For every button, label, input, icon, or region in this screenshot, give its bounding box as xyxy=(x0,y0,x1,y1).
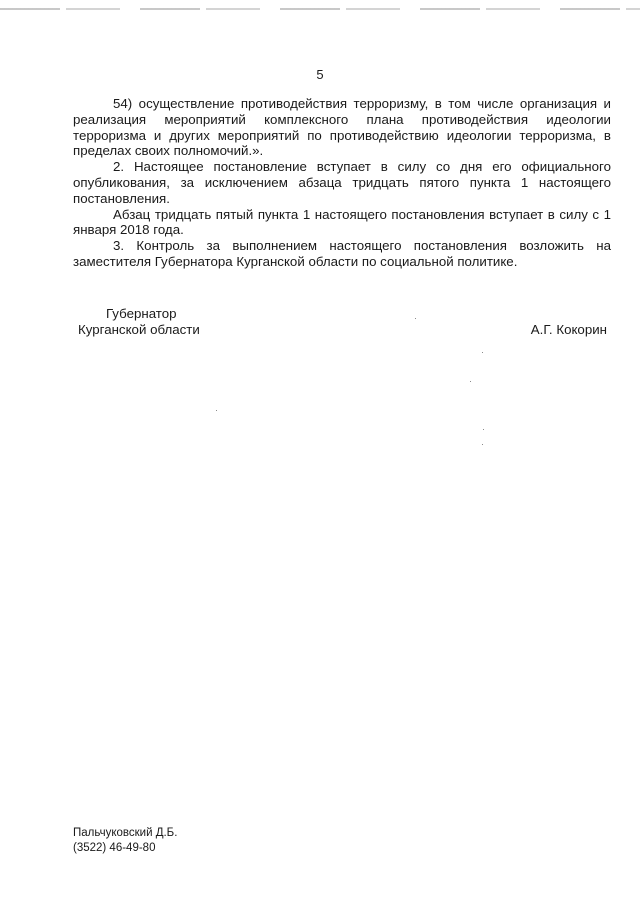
paragraph-clause-2: 2. Настоящее постановление вступает в силу со дня его официального опубликования, за исключением абзаца тридцать пятого пункта 1 настоящего постановления. xyxy=(73,159,611,206)
executor-name: Пальчуковский Д.Б. xyxy=(73,827,178,839)
scan-artifact-line xyxy=(0,8,640,10)
executor-phone: (3522) 46-49-80 xyxy=(73,842,156,854)
executor-info xyxy=(73,826,177,856)
signatory-title xyxy=(78,306,278,338)
paragraph-clause-2-abzac: Абзац тридцать пятый пункта 1 настоящего постановления вступает в силу с 1 января 2018 года. xyxy=(73,206,611,238)
paragraph-item-54: 54) осуществление противодействия терроризму, в том числе организация и реализация мероприятий комплексного плана противодействия идеологии терроризма и других мероприятий по противодействию идеологии терроризма, в пределах своих полномочий.». xyxy=(73,96,611,159)
page-number: 5 xyxy=(316,67,324,82)
document-body xyxy=(73,96,611,270)
signatory-name: А.Г. Кокорин xyxy=(530,322,607,337)
signatory-title-line1: Губернатор xyxy=(106,306,177,321)
paragraph-clause-3: 3. Контроль за выполнением настоящего постановления возложить на заместителя Губернатора Курганской области по социальной политике. xyxy=(73,238,611,269)
signatory-title-line2: Курганской области xyxy=(78,322,200,337)
